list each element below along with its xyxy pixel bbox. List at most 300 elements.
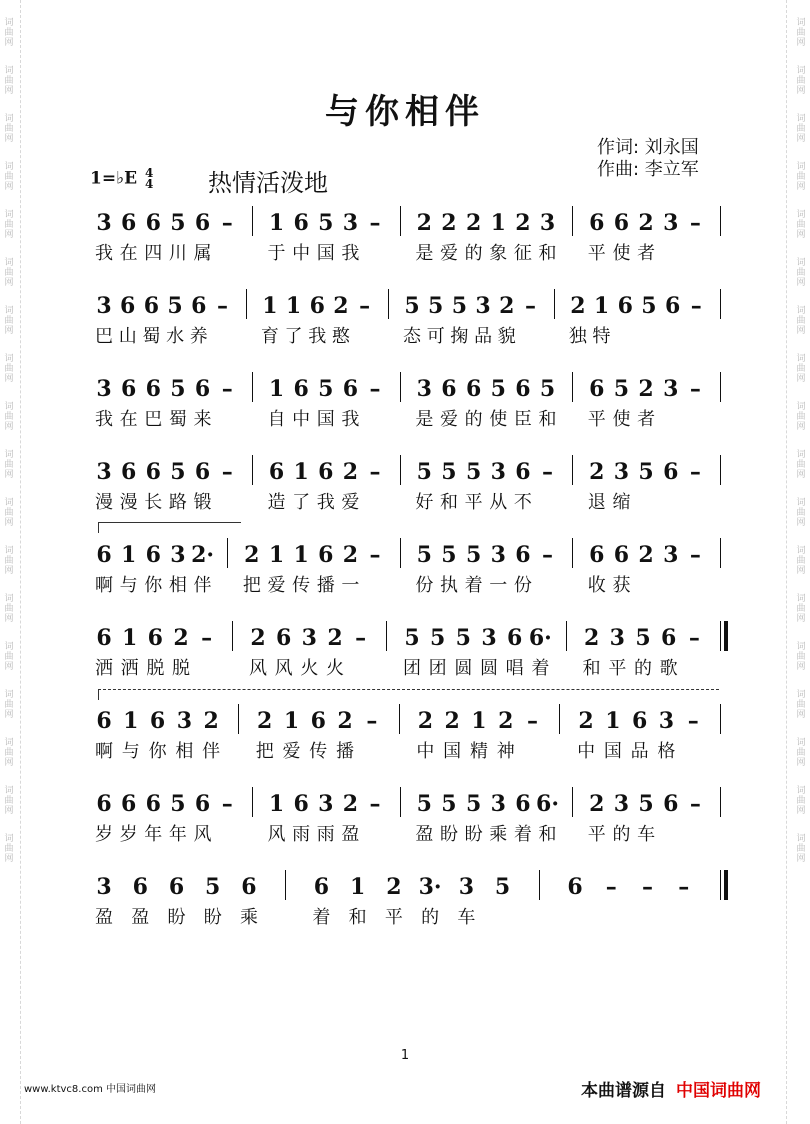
- note: –: [369, 459, 381, 485]
- watermark-glyph: 曲: [4, 76, 14, 86]
- note: 5: [465, 459, 482, 485]
- lyric-char: 的: [464, 409, 483, 430]
- note: 6: [168, 874, 185, 900]
- lyric-char: 者: [637, 243, 656, 264]
- note: 5: [451, 293, 468, 319]
- note: –: [678, 874, 690, 900]
- lyric-char: 养: [189, 326, 208, 347]
- watermark-glyph: 曲: [4, 316, 14, 326]
- lyric-line: [0, 491, 810, 517]
- note: –: [369, 791, 381, 817]
- watermark-glyph: 网: [4, 230, 14, 240]
- lyric-line: [0, 657, 810, 683]
- note: 2: [465, 210, 482, 236]
- bar-line: [572, 455, 573, 485]
- lyric-char: 于: [267, 243, 286, 264]
- note: –: [642, 874, 654, 900]
- watermark-glyph-group: [796, 162, 805, 192]
- lyric-char: 退: [587, 492, 606, 513]
- lyric-char: 平: [587, 243, 606, 264]
- watermark-glyph: 曲: [796, 220, 806, 230]
- lyric-char: 平: [608, 658, 627, 679]
- watermark-glyph: 网: [4, 38, 14, 48]
- watermark-glyph: 词: [4, 114, 14, 124]
- watermark-glyph: 词: [796, 402, 806, 412]
- watermark-glyph: 网: [796, 134, 806, 144]
- lyric-char: 精: [469, 741, 488, 762]
- lyric-char: 执: [439, 575, 458, 596]
- note: 2: [342, 791, 359, 817]
- watermark-glyph: 词: [4, 450, 14, 460]
- watermark-glyph: 网: [4, 422, 14, 432]
- lyric-char: 了: [284, 326, 303, 347]
- lyric-char: 盈: [95, 907, 113, 928]
- lyric-char: 与: [121, 741, 140, 762]
- watermark-glyph: 词: [4, 690, 14, 700]
- note: 6: [465, 376, 482, 402]
- note: 3: [490, 542, 506, 568]
- bar-line: [572, 787, 573, 817]
- bar-line: [720, 455, 721, 485]
- lyric-char: 憨: [331, 326, 350, 347]
- final-bar-line: [724, 870, 728, 900]
- note: 6: [613, 210, 630, 236]
- note: 2·: [191, 542, 215, 568]
- lyric-char: 爱: [341, 492, 360, 513]
- note: 2: [589, 459, 605, 485]
- note: 6: [241, 874, 257, 900]
- lyric-char: 盈: [415, 824, 434, 845]
- lyric-char: 貌: [497, 326, 516, 347]
- note: –: [359, 293, 371, 319]
- lyric-char: 掬: [450, 326, 469, 347]
- note: 5: [465, 791, 482, 817]
- lyric-char: 我: [95, 409, 113, 430]
- note: –: [524, 293, 536, 319]
- lyric-char: 者: [637, 409, 656, 430]
- note: 2: [203, 708, 219, 734]
- lyric-char: 水: [166, 326, 185, 347]
- note: 3: [613, 459, 630, 485]
- watermark-glyph: 网: [796, 662, 806, 672]
- lyric-char: 品: [474, 326, 493, 347]
- note: 1: [268, 210, 285, 236]
- lyric-char: 和: [538, 409, 557, 430]
- lyric-char: 态: [403, 326, 421, 347]
- bar-line: [399, 704, 400, 734]
- watermark-glyph: 词: [796, 210, 806, 220]
- bar-line: [285, 870, 286, 900]
- note: –: [689, 791, 701, 817]
- lyric-char: 和: [348, 907, 367, 928]
- note: 2: [250, 625, 266, 651]
- lyric-char: 获: [612, 575, 631, 596]
- lyric-char: 风: [193, 824, 212, 845]
- note-line: [0, 625, 810, 655]
- lyric-char: 使: [612, 409, 631, 430]
- lyric-char: 洒: [120, 658, 139, 679]
- note: 6: [293, 791, 309, 817]
- lyric-char: 国: [316, 409, 335, 430]
- repeat-bracket-2: [98, 689, 719, 700]
- watermark-glyph: 网: [4, 710, 14, 720]
- note: 5: [170, 376, 186, 402]
- watermark-glyph: 词: [4, 210, 14, 220]
- note: 6: [515, 376, 531, 402]
- note: –: [688, 625, 700, 651]
- watermark-glyph: 网: [796, 710, 806, 720]
- lyric-char: 唱: [505, 658, 524, 679]
- watermark-glyph: 词: [4, 258, 14, 268]
- lyric-char: 与: [119, 575, 138, 596]
- note: 6: [318, 459, 334, 485]
- lyric-char: 我: [316, 492, 335, 513]
- watermark-glyph: 词: [796, 642, 806, 652]
- note: 2: [244, 542, 260, 568]
- watermark-glyph: 曲: [4, 268, 14, 278]
- lyric-char: 啊: [95, 575, 113, 596]
- lyric-char: 国: [316, 243, 335, 264]
- bar-line: [227, 538, 228, 568]
- note: 2: [342, 542, 359, 568]
- lyric-char: 风: [249, 658, 267, 679]
- note: 5: [170, 210, 186, 236]
- lyric-char: 盈: [341, 824, 360, 845]
- note: 6: [313, 874, 330, 900]
- bar-line: [388, 289, 389, 319]
- note: –: [216, 293, 228, 319]
- note: 1: [285, 293, 302, 319]
- lyric-char: 着: [312, 907, 331, 928]
- note: –: [355, 625, 367, 651]
- lyric-char: 了: [292, 492, 311, 513]
- lyric-char: 征: [513, 243, 532, 264]
- watermark-glyph: 曲: [4, 220, 14, 230]
- watermark-glyph-group: [4, 18, 13, 48]
- watermark-glyph: 网: [796, 518, 806, 528]
- lyric-char: 车: [637, 824, 656, 845]
- note: 3: [416, 376, 432, 402]
- note: –: [605, 874, 617, 900]
- watermark-glyph: 词: [796, 162, 806, 172]
- watermark-glyph: 网: [796, 614, 806, 624]
- bar-line: [400, 206, 401, 236]
- watermark-glyph: 网: [4, 566, 14, 576]
- watermark-glyph: 词: [796, 498, 806, 508]
- note: –: [687, 708, 699, 734]
- note: 1: [268, 791, 285, 817]
- note: 5: [441, 542, 457, 568]
- lyric-char: 岁: [95, 824, 113, 845]
- note-line: [0, 542, 810, 572]
- watermark-glyph: 网: [4, 374, 14, 384]
- note: 6: [143, 293, 160, 319]
- lyric-char: 中: [577, 741, 596, 762]
- note: 6: [145, 210, 161, 236]
- note: 3: [609, 625, 625, 651]
- bar-line: [386, 621, 387, 651]
- note: 5: [641, 293, 657, 319]
- footer-site-url: www.ktvc8.com 中国词曲网: [24, 1084, 157, 1095]
- lyric-line: [0, 242, 810, 268]
- note: 6: [515, 459, 531, 485]
- lyric-char: 啊: [95, 741, 113, 762]
- note: –: [369, 210, 381, 236]
- note: 5: [205, 874, 221, 900]
- lyric-char: 使: [489, 409, 508, 430]
- lyric-char: 平: [464, 492, 483, 513]
- footer-source-label: 本曲谱源自: [581, 1081, 666, 1101]
- watermark-glyph: 词: [4, 162, 14, 172]
- lyric-char: 自: [267, 409, 286, 430]
- lyric-char: 和: [538, 824, 557, 845]
- watermark-glyph: 网: [796, 758, 806, 768]
- note: 6: [96, 542, 112, 568]
- note: –: [221, 376, 233, 402]
- note-line: [0, 210, 810, 240]
- lyric-char: 中: [292, 243, 311, 264]
- lyric-char: 平: [384, 907, 403, 928]
- lyric-char: 团: [403, 658, 421, 679]
- note: 6: [589, 376, 605, 402]
- note: 6: [310, 708, 326, 734]
- watermark-glyph: 词: [4, 546, 14, 556]
- lyric-char: 爱: [439, 243, 458, 264]
- watermark-glyph: 曲: [796, 796, 806, 806]
- watermark-glyph: 网: [796, 854, 806, 864]
- watermark-glyph: 网: [796, 230, 806, 240]
- note: 6: [661, 625, 677, 651]
- lyric-char: 的: [612, 824, 631, 845]
- watermark-glyph: 曲: [796, 172, 806, 182]
- lyric-char: 的: [464, 243, 483, 264]
- watermark-glyph: 词: [796, 546, 806, 556]
- note: 3: [301, 625, 317, 651]
- watermark-glyph: 网: [796, 38, 806, 48]
- lyric-line: [0, 408, 810, 434]
- note: 5: [465, 542, 482, 568]
- watermark-glyph: 网: [4, 806, 14, 816]
- note: 6: [194, 210, 211, 236]
- note: –: [527, 708, 539, 734]
- lyric-char: 四: [144, 243, 163, 264]
- note: 2: [173, 625, 189, 651]
- watermark-glyph: 曲: [796, 76, 806, 86]
- watermark-glyph: 词: [796, 738, 806, 748]
- note: 1: [490, 210, 506, 236]
- note: 3: [490, 791, 506, 817]
- watermark-glyph: 词: [796, 258, 806, 268]
- note: 5: [170, 791, 186, 817]
- lyric-char: 份: [513, 575, 532, 596]
- lyric-char: 山: [118, 326, 137, 347]
- lyric-char: 雨: [316, 824, 335, 845]
- bar-line: [252, 206, 253, 236]
- lyric-char: 火: [326, 658, 344, 679]
- note: 2: [499, 293, 515, 319]
- bar-line: [232, 621, 233, 651]
- watermark-glyph: 词: [796, 786, 806, 796]
- watermark-glyph: 曲: [796, 652, 806, 662]
- lyric-char: 伴: [193, 575, 212, 596]
- note: 3: [96, 874, 112, 900]
- note: 6: [120, 293, 136, 319]
- key-signature: 1=♭E 4 4: [90, 166, 154, 191]
- note: 2: [337, 708, 353, 734]
- note: 6: [318, 542, 334, 568]
- note-line: [0, 376, 810, 406]
- watermark-glyph: 词: [4, 834, 14, 844]
- lyric-char: 臣: [513, 409, 532, 430]
- watermark-glyph: 曲: [4, 844, 14, 854]
- note: 6: [194, 791, 211, 817]
- lyric-char: 爱: [267, 575, 286, 596]
- note: 6: [145, 791, 161, 817]
- page-number: 1: [400, 1048, 410, 1063]
- bar-line: [252, 455, 253, 485]
- lyric-char: 乘: [489, 824, 508, 845]
- bar-line: [400, 787, 401, 817]
- note: 3·: [418, 874, 442, 900]
- watermark-glyph: 曲: [4, 700, 14, 710]
- lyric-char: 漫: [95, 492, 113, 513]
- note: 6: [149, 708, 166, 734]
- lyric-char: 中: [292, 409, 311, 430]
- lyric-char: 可: [426, 326, 445, 347]
- watermark-glyph: 词: [796, 306, 806, 316]
- lyric-char: 团: [428, 658, 447, 679]
- watermark-glyph: 曲: [4, 28, 14, 38]
- lyric-char: 不: [513, 492, 532, 513]
- watermark-glyph: 网: [796, 374, 806, 384]
- watermark-glyph: 网: [4, 854, 14, 864]
- lyric-char: 洒: [95, 658, 113, 679]
- watermark-glyph: 曲: [796, 508, 806, 518]
- watermark-glyph: 曲: [796, 556, 806, 566]
- watermark-glyph: 网: [796, 422, 806, 432]
- lyric-char: 育: [260, 326, 279, 347]
- note: 5: [404, 625, 420, 651]
- lyric-char: 在: [119, 243, 138, 264]
- watermark-glyph: 词: [796, 594, 806, 604]
- note: 1: [123, 708, 139, 734]
- lyric-char: 乘: [239, 907, 258, 928]
- note-line: [0, 874, 810, 904]
- note: –: [689, 459, 701, 485]
- bar-line: [238, 704, 239, 734]
- note: 6·: [528, 625, 552, 651]
- note: 6: [147, 625, 163, 651]
- watermark-glyph: 曲: [796, 412, 806, 422]
- note: 2: [327, 625, 343, 651]
- note: 5: [490, 376, 506, 402]
- note: 5: [539, 376, 556, 402]
- watermark-glyph: 网: [4, 86, 14, 96]
- note: 2: [333, 293, 349, 319]
- lyric-char: 份: [415, 575, 434, 596]
- watermark-glyph: 词: [796, 354, 806, 364]
- note: 5: [455, 625, 471, 651]
- lyric-char: 你: [148, 741, 167, 762]
- bar-line: [720, 372, 721, 402]
- watermark-glyph-group: [4, 162, 13, 192]
- note: 5: [494, 874, 511, 900]
- note: –: [221, 210, 233, 236]
- note: 5: [441, 791, 457, 817]
- watermark-glyph: 曲: [796, 460, 806, 470]
- bar-line: [720, 289, 721, 319]
- lyric-char: 盼: [167, 907, 186, 928]
- note: 6: [567, 874, 583, 900]
- bar-line: [252, 787, 253, 817]
- watermark-glyph: 词: [4, 402, 14, 412]
- lyric-char: 年: [168, 824, 187, 845]
- lyric-char: 把: [255, 741, 274, 762]
- lyric-char: 盼: [464, 824, 483, 845]
- lyric-char: 造: [267, 492, 286, 513]
- lyric-char: 象: [489, 243, 508, 264]
- note: 1: [268, 542, 285, 568]
- lyric-char: 属: [193, 243, 212, 264]
- lyric-char: 是: [415, 243, 434, 264]
- watermark-glyph: 曲: [796, 364, 806, 374]
- note: 5: [416, 791, 432, 817]
- lyric-char: 一: [341, 575, 360, 596]
- note: 3: [663, 210, 679, 236]
- watermark-glyph: 曲: [4, 508, 14, 518]
- bar-line: [539, 870, 540, 900]
- note: 2: [638, 542, 654, 568]
- bar-line: [572, 538, 573, 568]
- lyric-char: 伴: [202, 741, 221, 762]
- lyric-char: 和: [538, 243, 557, 264]
- watermark-glyph: 词: [796, 18, 806, 28]
- note: 3: [663, 542, 679, 568]
- bar-line: [572, 372, 573, 402]
- lyric-char: 蜀: [168, 409, 187, 430]
- footer-source: [581, 1076, 761, 1101]
- note: –: [221, 459, 233, 485]
- lyric-char: 传: [292, 575, 311, 596]
- lyric-char: 格: [657, 741, 676, 762]
- lyric-char: 和: [582, 658, 601, 679]
- bar-line: [246, 289, 247, 319]
- lyric-char: 平: [587, 409, 606, 430]
- note: 6: [145, 459, 161, 485]
- watermark-glyph: 网: [796, 470, 806, 480]
- lyric-char: 把: [242, 575, 261, 596]
- note: 3: [96, 210, 112, 236]
- watermark-glyph: 网: [4, 182, 14, 192]
- bar-line: [400, 372, 401, 402]
- note: –: [221, 791, 233, 817]
- lyric-char: 盼: [203, 907, 222, 928]
- note: 6: [120, 376, 137, 402]
- note: 3: [539, 210, 556, 236]
- note: 6: [194, 376, 211, 402]
- lyric-line: [0, 740, 810, 766]
- note: 6: [613, 542, 630, 568]
- footer-site-name: 中国词曲网: [676, 1081, 761, 1101]
- lyric-char: 国: [443, 741, 462, 762]
- lyric-char: 着: [464, 575, 483, 596]
- note: 2: [589, 791, 605, 817]
- note: 6: [96, 625, 112, 651]
- note: 5: [638, 459, 654, 485]
- note: 1: [122, 625, 138, 651]
- bar-line: [400, 455, 401, 485]
- note: 6: [96, 708, 112, 734]
